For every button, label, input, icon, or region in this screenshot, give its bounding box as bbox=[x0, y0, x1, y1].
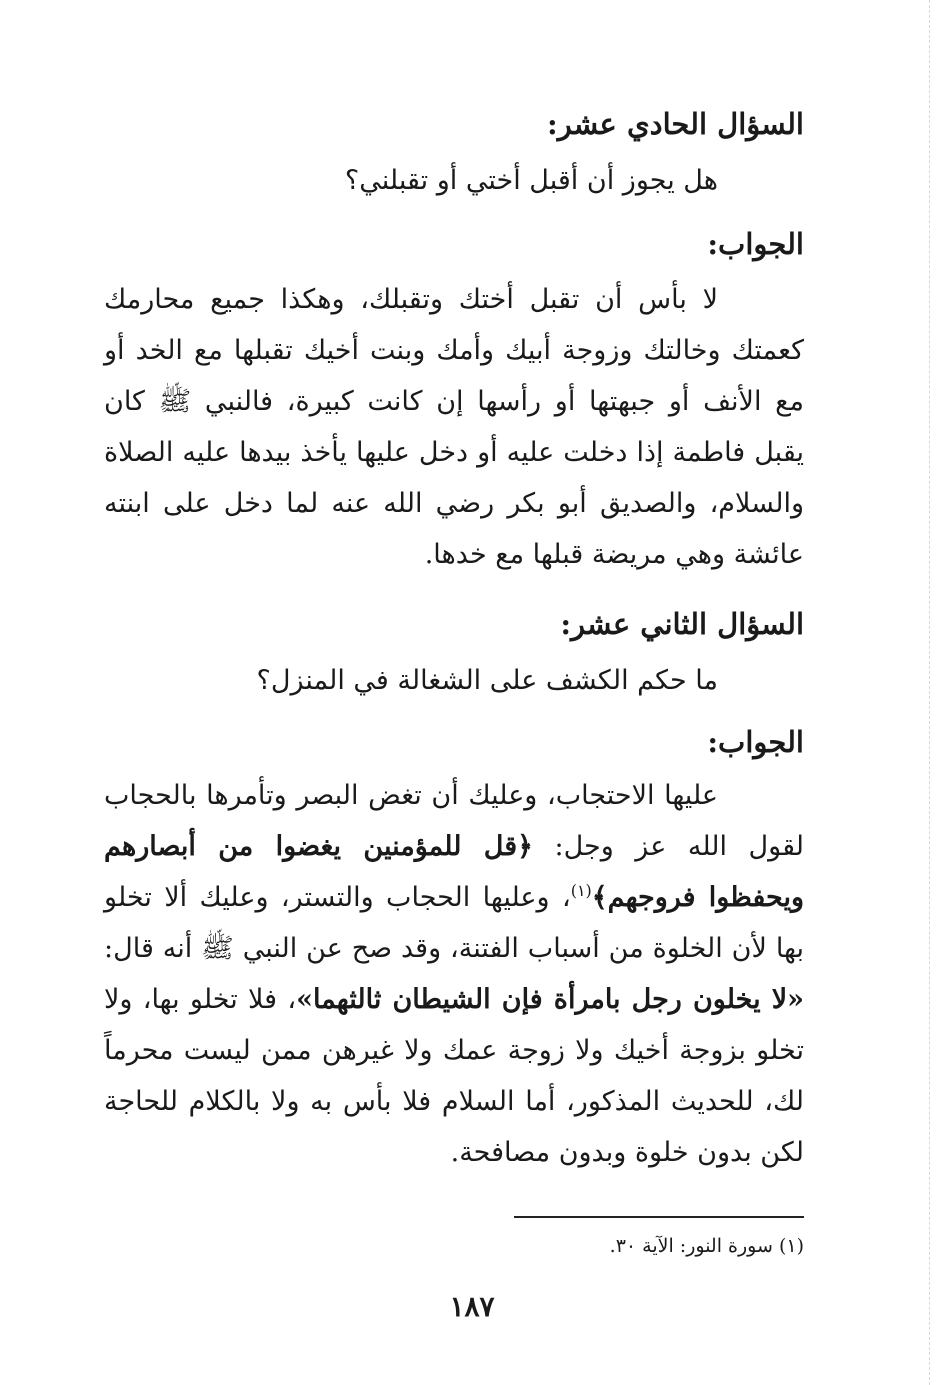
answer-11-text: لا بأس أن تقبل أختك وتقبلك، وهكذا جميع محارمك كعمتك وخالتك وزوجة أبيك وأمك وبنت أخيك تقبلها مع الخد أو مع الأنف أو جبهتها أو رأسها إن كانت كبيرة، فالنبي ﷺ كان يقبل فاطمة إذا دخلت عليه أو دخل عليها يأخذ بيدها عليه الصلاة والسلام، والصديق أبو بكر رضي الله عنه لما دخل على ابنته عائشة وهي مريضة قبلها مع خدها. bbox=[104, 284, 804, 570]
footnote-divider bbox=[514, 1216, 804, 1218]
answer-12-part2: ، وعليها الحجاب والتستر، وعليك ألا تخلو بها لأن الخلوة من أسباب الفتنة، وقد صح عن النبي ﷺ أنه قال: bbox=[104, 882, 804, 964]
answer-11-heading: الجواب: bbox=[707, 227, 804, 261]
question-11-heading: السؤال الحادي عشر: bbox=[546, 107, 804, 141]
answer-12-heading: الجواب: bbox=[707, 725, 804, 759]
question-12-text: ما حكم الكشف على الشغالة في المنزل؟ bbox=[256, 665, 718, 696]
quran-verse: ﴿قل للمؤمنين يغضوا من أبصارهم ويحفظوا فروجهم﴾ bbox=[104, 831, 804, 913]
hadith-quote: «لا يخلون رجل بامرأة فإن الشيطان ثالثهما» bbox=[296, 984, 804, 1015]
answer-12-part3: ، فلا تخلو بها، ولا تخلو بزوجة أخيك ولا زوجة عمك ولا غيرهن ممن ليست محرماً لك، للحديث المذكور، أما السلام فلا بأس به ولا بالكلام للحاجة لكن بدون خلوة وبدون مصافحة. bbox=[104, 984, 804, 1168]
question-11-text: هل يجوز أن أقبل أختي أو تقبلني؟ bbox=[344, 165, 718, 196]
page-edge-line bbox=[928, 0, 930, 1385]
answer-12-part1: عليها الاحتجاب، وعليك أن تغض البصر وتأمرها بالحجاب لقول الله عز وجل: bbox=[104, 780, 804, 862]
footnote-reference[interactable]: (١) bbox=[570, 881, 592, 900]
question-12-heading: السؤال الثاني عشر: bbox=[560, 607, 804, 641]
answer-12-text bbox=[104, 770, 804, 1178]
footnote-text: (١) سورة النور: الآية ٣٠. bbox=[609, 1235, 804, 1257]
page-number: ١٨٧ bbox=[449, 1290, 495, 1323]
